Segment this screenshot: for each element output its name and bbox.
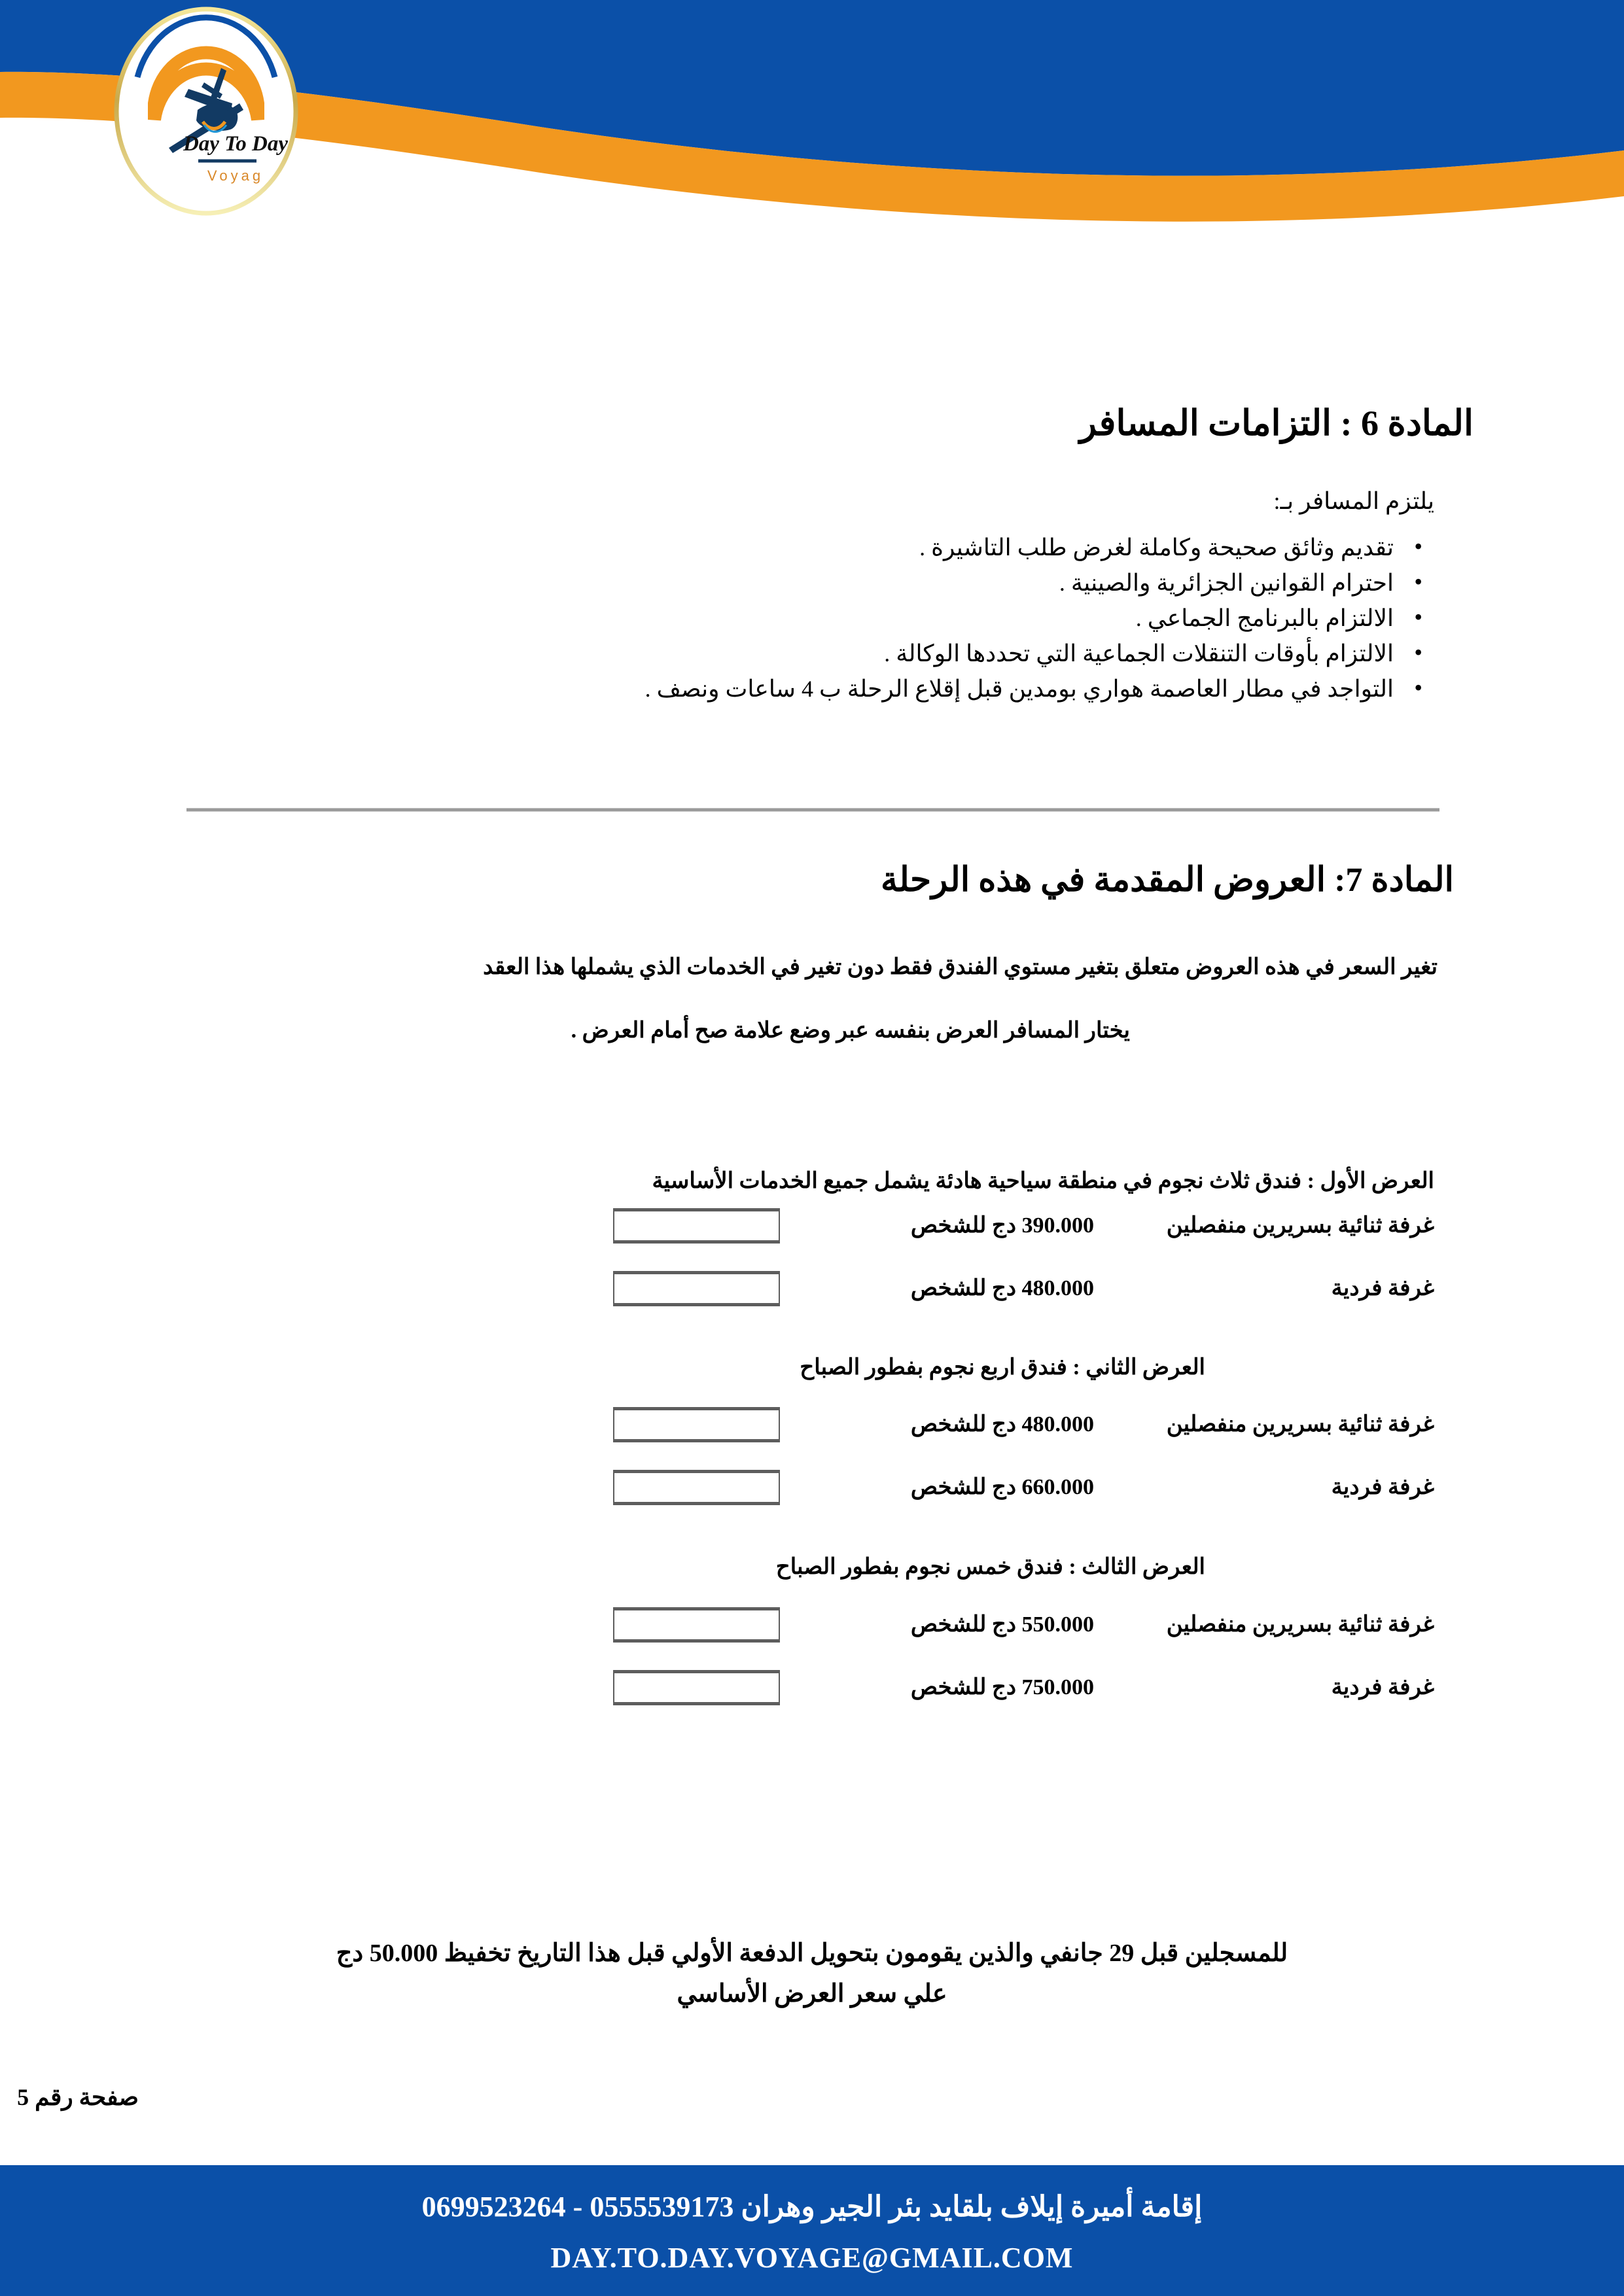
offer-1-heading: العرض الأول : فندق ثلاث نجوم في منطقة سياحية هادئة يشمل جميع الخدمات الأساسية: [652, 1169, 1434, 1193]
logo-wordmark-top: Day To Day: [183, 132, 289, 156]
offer-row: [0, 1611, 1624, 1657]
offer-2-heading: العرض الثاني : فندق اربع نجوم بفطور الصباح: [800, 1355, 1205, 1380]
offer-row: [0, 1674, 1624, 1720]
section-divider: [186, 808, 1439, 812]
offer-row: [0, 1411, 1624, 1457]
footer-address-and-phones: إقامة أميرة إيلاف بلقايد بئر الجير وهران 0555539173 - 0699523264: [421, 2191, 1203, 2223]
room-price: 480.000 دج للشخص: [910, 1276, 1094, 1300]
offer-checkbox[interactable]: [613, 1407, 780, 1442]
room-price: 480.000 دج للشخص: [910, 1412, 1094, 1436]
offer-row: [0, 1275, 1624, 1321]
room-price: 750.000 دج للشخص: [910, 1675, 1094, 1699]
discount-notice: [0, 1933, 1624, 2014]
article-7-heading: المادة 7: العروض المقدمة في هذه الرحلة: [880, 861, 1454, 899]
list-item: • تقديم وثائق صحيحة وكاملة لغرض طلب التاشيرة .: [412, 530, 1394, 565]
page-header-banner: [0, 0, 1624, 222]
room-type-label: غرفة فردية: [1331, 1675, 1434, 1699]
offer-3-heading: العرض الثالث : فندق خمس نجوم بفطور الصباح: [775, 1555, 1205, 1579]
document-content: [0, 222, 1624, 2146]
room-price: 550.000 دج للشخص: [910, 1612, 1094, 1637]
list-item: • الالتزام بأوقات التنقلات الجماعية التي تحددها الوكالة .: [412, 636, 1394, 671]
company-logo: [111, 5, 301, 218]
list-item: • الالتزام بالبرنامج الجماعي .: [412, 600, 1394, 636]
list-item: • التواجد في مطار العاصمة هواري بومدين قبل إقلاع الرحلة ب 4 ساعات ونصف .: [412, 671, 1394, 706]
offer-checkbox[interactable]: [613, 1607, 780, 1643]
offer-checkbox[interactable]: [613, 1208, 780, 1244]
footer-email[interactable]: DAY.TO.DAY.VOYAGE@GMAIL.COM: [550, 2242, 1074, 2274]
logo-wordmark-bottom: Voyag: [207, 167, 264, 184]
page-number-label: صفحة رقم 5: [17, 2084, 139, 2110]
article-6-heading: المادة 6 : التزامات المسافر: [1079, 404, 1474, 443]
article-6-lead: يلتزم المسافر بـ:: [1273, 488, 1434, 514]
offers-section: [0, 1168, 1624, 1743]
room-type-label: غرفة ثنائية بسريرين منفصلين: [1166, 1213, 1434, 1238]
offer-checkbox[interactable]: [613, 1271, 780, 1306]
room-price: 390.000 دج للشخص: [910, 1213, 1094, 1238]
offer-row: [0, 1474, 1624, 1520]
price-variation-note: تغير السعر في هذه العروض متعلق بتغير مستوي الفندق فقط دون تغير في الخدمات الذي يشملها هذا العقد: [483, 955, 1438, 979]
room-price: 660.000 دج للشخص: [910, 1475, 1094, 1499]
discount-line-1: للمسجلين قبل 29 جانفي والذين يقومون بتحويل الدفعة الأولي قبل هذا التاريخ تخفيظ 50.000 دج: [336, 1939, 1288, 1967]
offer-row: [0, 1212, 1624, 1258]
offer-selection-note: يختار المسافر العرض بنفسه عبر وضع علامة صح أمام العرض .: [571, 1018, 1130, 1043]
offer-checkbox[interactable]: [613, 1670, 780, 1705]
obligations-list: [412, 530, 1428, 706]
room-type-label: غرفة ثنائية بسريرين منفصلين: [1166, 1412, 1434, 1436]
offer-checkbox[interactable]: [613, 1470, 780, 1505]
discount-line-2: علي سعر العرض الأساسي: [677, 1980, 947, 2008]
list-item: • احترام القوانين الجزائرية والصينية .: [412, 565, 1394, 600]
room-type-label: غرفة فردية: [1331, 1276, 1434, 1300]
room-type-label: غرفة ثنائية بسريرين منفصلين: [1166, 1612, 1434, 1637]
page-footer-banner: [0, 2165, 1624, 2296]
room-type-label: غرفة فردية: [1331, 1475, 1434, 1499]
